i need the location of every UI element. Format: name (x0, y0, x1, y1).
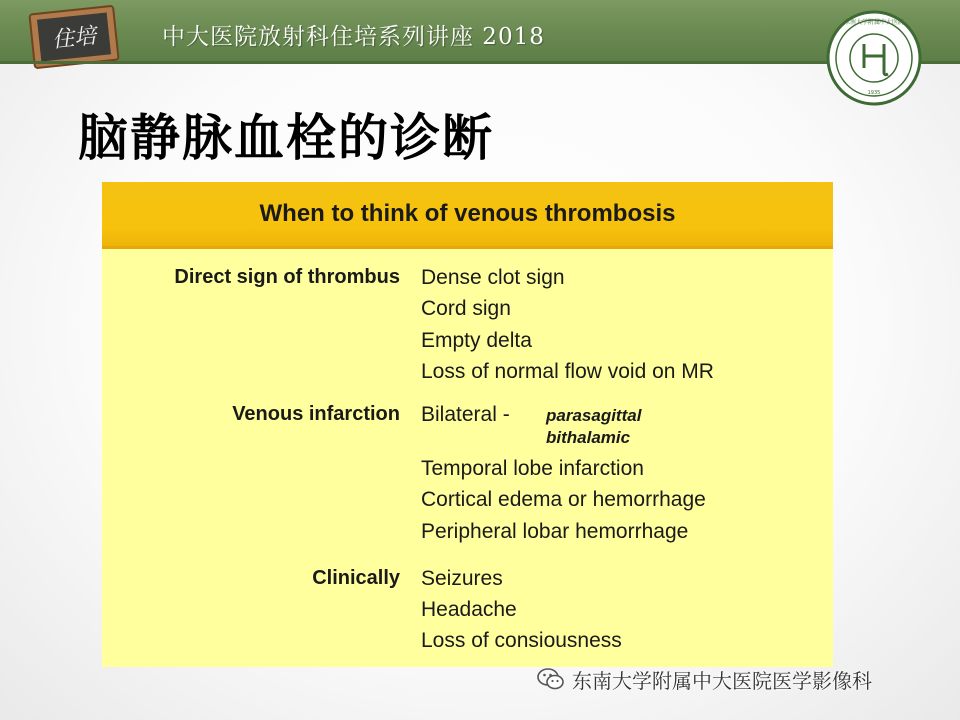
category-clinically: Clinically (312, 567, 400, 589)
watermark-text: 东南大学附属中大医院医学影像科 (572, 668, 872, 693)
table-header-text: When to think of venous thrombosis (259, 200, 676, 227)
table-header (102, 182, 833, 249)
page-title: 脑静脉血栓的诊断 (78, 109, 494, 167)
top-banner (0, 0, 960, 64)
list-item: Cortical edema or hemorrhage (421, 488, 706, 511)
category-direct-sign: Direct sign of thrombus (174, 266, 400, 288)
venous-thrombosis-table (102, 182, 833, 667)
list-item: Cord sign (421, 297, 511, 320)
category-venous-infarction: Venous infarction (232, 403, 400, 425)
list-item: Headache (421, 598, 517, 621)
list-item: Dense clot sign (421, 266, 565, 289)
seal-text: 东南大学附属中大医院 (843, 19, 905, 26)
list-item: Seizures (421, 567, 503, 590)
list-item: Empty delta (421, 329, 532, 352)
watermark (536, 664, 872, 694)
list-item: Temporal lobe infarction (421, 457, 644, 480)
list-item: Bilateral - (421, 403, 510, 426)
list-item: Loss of consiousness (421, 629, 622, 652)
list-item: Peripheral lobar hemorrhage (421, 520, 689, 543)
logo-text: 住培 (50, 23, 98, 54)
bilateral-sub-item: bithalamic (546, 428, 631, 447)
bilateral-sub-item: parasagittal (546, 406, 642, 425)
chalkboard-logo-icon (27, 4, 121, 71)
seal-year: 1935 (867, 90, 881, 96)
banner-title: 中大医院放射科住培系列讲座 2018 (162, 24, 545, 50)
list-item: Loss of normal flow void on MR (421, 360, 714, 383)
hospital-seal-logo-icon (826, 10, 922, 106)
wechat-icon (536, 666, 566, 692)
